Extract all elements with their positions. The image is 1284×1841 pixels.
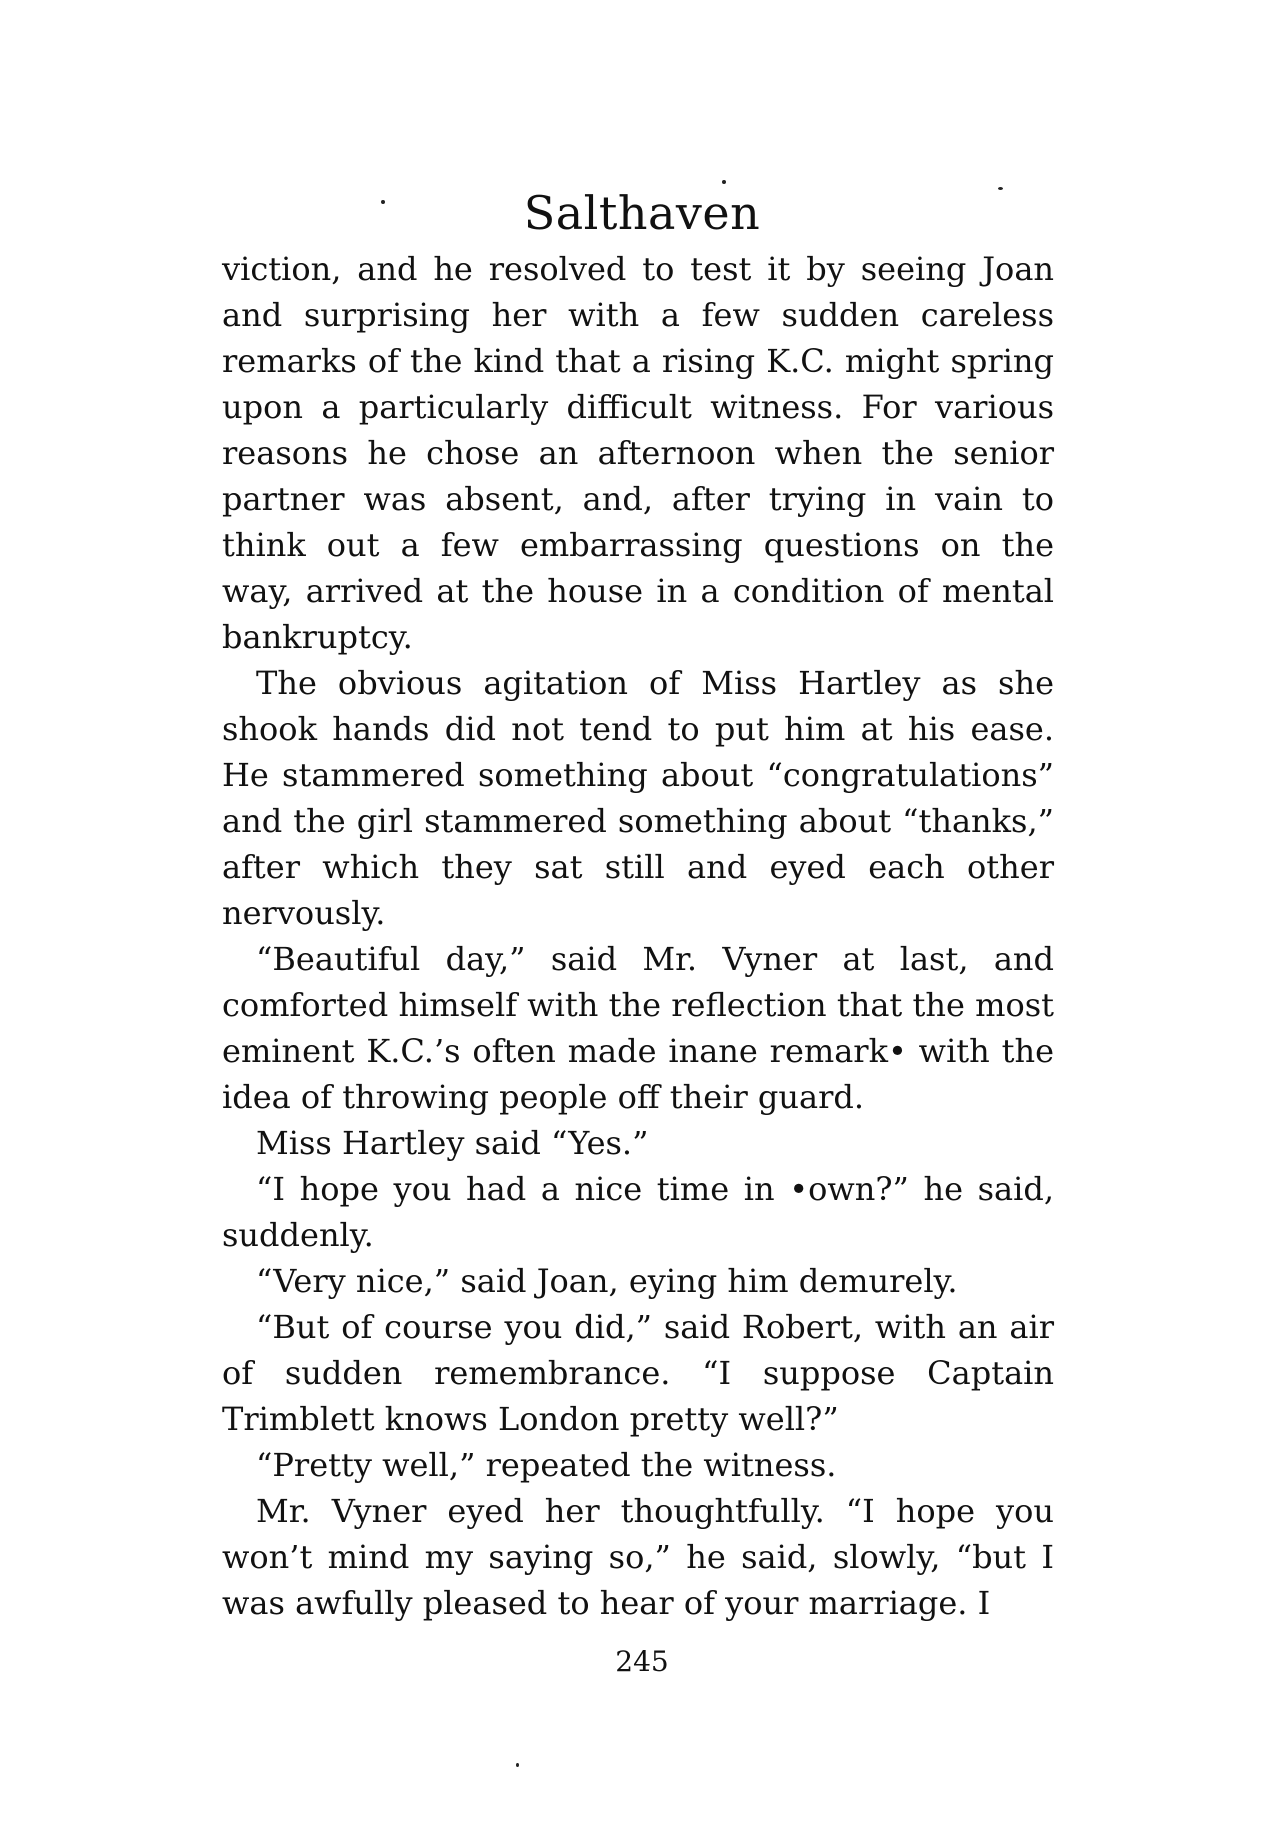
paragraph: Miss Hartley said “Yes.” xyxy=(256,1124,649,1162)
paragraph: The obvious agitation of Miss Hartley as she shook hands did not tend to put him at his ease. He stammered something about “congratulations” and the girl stammered something about “thanks,” after which they sat still and eyed each other nervously. xyxy=(222,664,1054,932)
running-head: Salthaven xyxy=(523,186,761,240)
paragraph: “But of course you did,” said Robert, with an air of sudden remembrance. “I suppose Captain Trimblett knows London pretty well?” xyxy=(222,1308,1054,1438)
paragraph: “Very nice,” said Joan, eying him demurely. xyxy=(256,1262,958,1300)
paragraph: “Beautiful day,” said Mr. Vyner at last, and comforted himself with the reflection that the most eminent K.C.’s often made inane remark• with the idea of throwing people off their guard. xyxy=(222,940,1054,1116)
page-number: 245 xyxy=(615,1645,669,1678)
paragraph: viction, and he resolved to test it by seeing Joan and surprising her with a few sudden careless remarks of the kind that a rising K.C. might spring upon a particularly difficult witness. For various reasons he chose an afternoon when the senior partner was absent, and, after trying in vain to think out a few embarrassing questions on the way, arrived at the house in a condition of mental bankruptcy. xyxy=(222,250,1054,656)
paragraph: Mr. Vyner eyed her thoughtfully. “I hope you won’t mind my saying so,” he said, slowly, “but I was awfully pleased to hear of your marriage. I xyxy=(222,1492,1054,1622)
print-speck xyxy=(516,1763,519,1767)
paragraph: “Pretty well,” repeated the witness. xyxy=(256,1446,837,1484)
paragraph: “I hope you had a nice time in •own?” he said, suddenly. xyxy=(222,1170,1054,1254)
body-text xyxy=(222,246,1054,1626)
print-speck xyxy=(722,180,726,184)
